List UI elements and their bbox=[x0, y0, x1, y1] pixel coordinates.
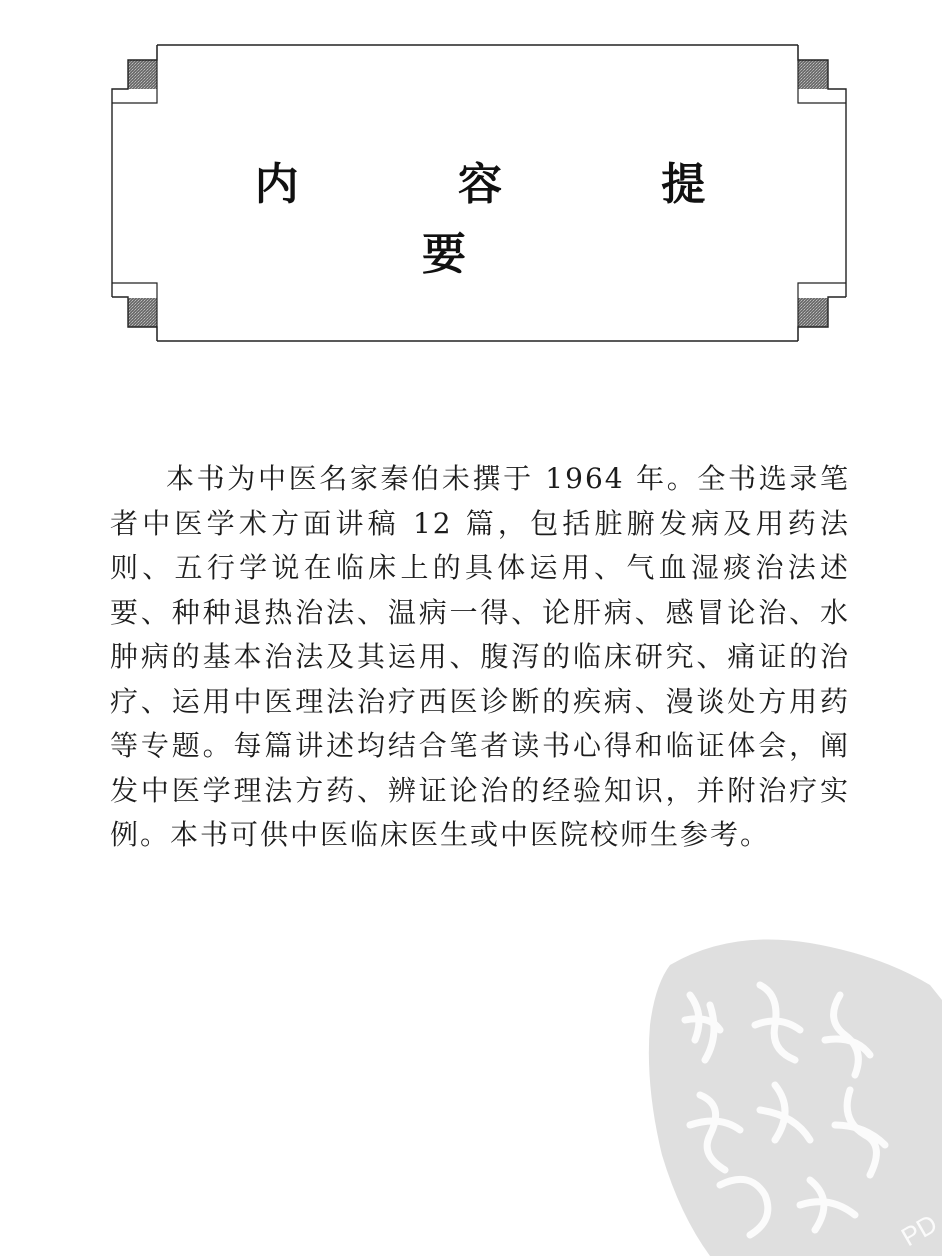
seal-stamp-icon bbox=[640, 925, 942, 1256]
summary-paragraph: 本书为中医名家秦伯未撰于 1964 年。全书选录笔者中医学术方面讲稿 12 篇，包括脏腑发病及用药法则、五行学说在临床上的具体运用、气血湿痰治法述要、种种退热治法、温病一得、论肝病、感冒论治、水肿病的基本治法及其运用、腹泻的临床研究、痛证的治疗、运用中医理法治疗西医诊断的疾病、漫谈处方用药等专题。每篇讲述均结合笔者读书心得和临证体会，阐发中医学理法方药、辨证论治的经验知识，并附治疗实例。本书可供中医临床医生或中医院校师生参考。 bbox=[110, 462, 850, 851]
corner-ornament-top-left bbox=[112, 45, 157, 103]
watermark-corner-text: PD bbox=[896, 1208, 942, 1253]
corner-ornament-top-right bbox=[798, 45, 846, 103]
corner-ornament-bottom-left bbox=[112, 283, 157, 341]
page-title: 内 容 提 要 bbox=[254, 159, 778, 280]
corner-ornament-bottom-right bbox=[798, 283, 846, 341]
